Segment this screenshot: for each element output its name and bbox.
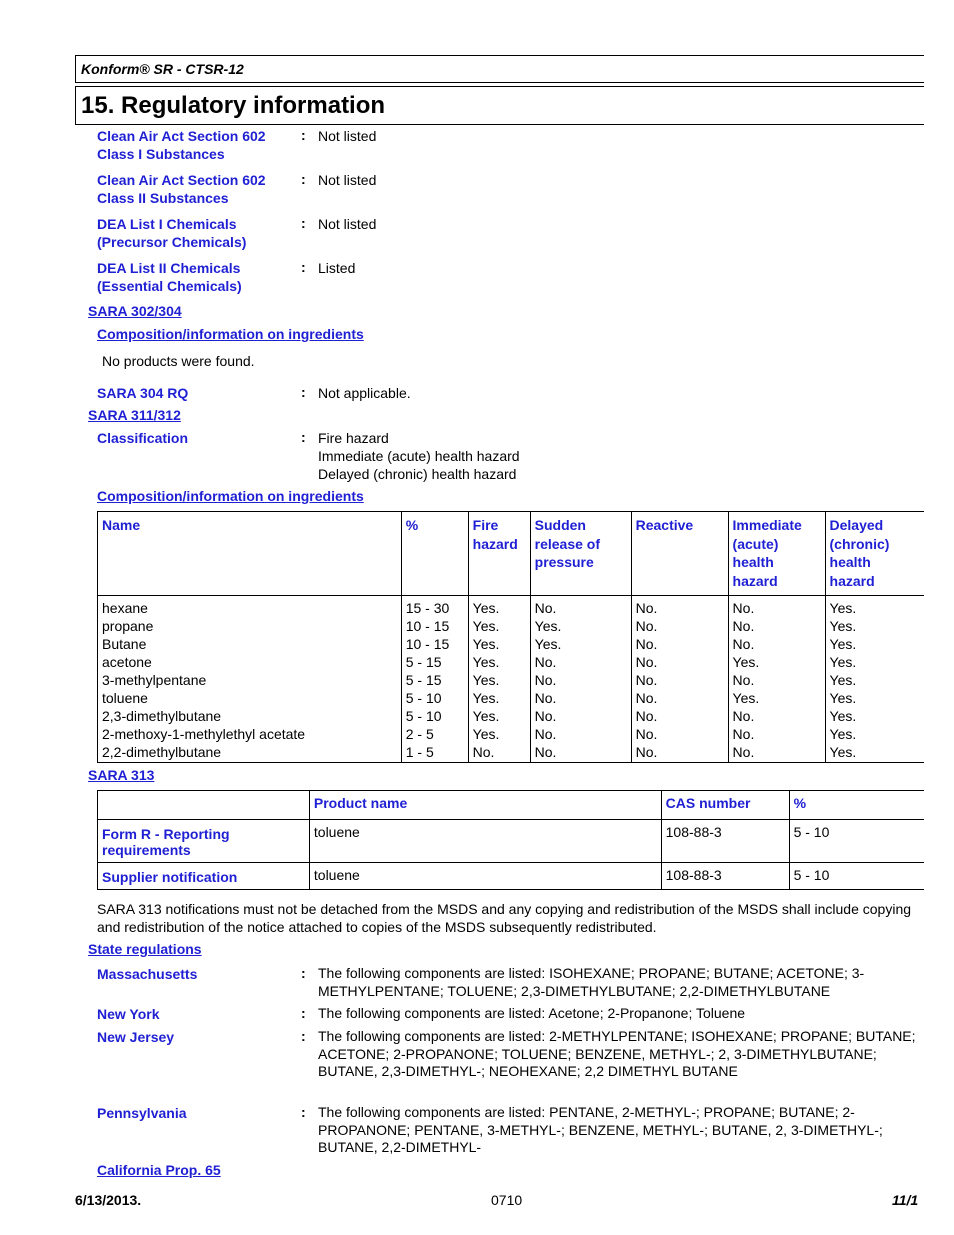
cell-reactive: No. <box>631 635 728 653</box>
cell-reactive: No. <box>631 743 728 763</box>
colon: : <box>301 1005 306 1021</box>
cell-name: Butane <box>98 635 402 653</box>
cell-reactive: No. <box>631 707 728 725</box>
section-header <box>75 86 924 125</box>
cell-name: acetone <box>98 653 402 671</box>
table-row <box>98 671 925 689</box>
cell-fire: No. <box>468 743 530 763</box>
row-label-supplier-notification: Supplier notification <box>98 863 310 890</box>
cell-fire: Yes. <box>468 689 530 707</box>
cell-reactive: No. <box>631 725 728 743</box>
cell-reactive: No. <box>631 689 728 707</box>
cell-reactive: No. <box>631 653 728 671</box>
sara-313-link[interactable]: SARA 313 <box>88 767 155 783</box>
cell-reactive: No. <box>631 596 728 618</box>
sara-311-table <box>97 511 924 763</box>
cell-delayed: Yes. <box>825 671 924 689</box>
sara-302-link[interactable]: SARA 302/304 <box>88 303 182 319</box>
cell-fire: Yes. <box>468 653 530 671</box>
footer-code: 0710 <box>491 1192 523 1208</box>
cell-percent: 10 - 15 <box>401 635 468 653</box>
table-row <box>98 653 925 671</box>
cell-name: propane <box>98 617 402 635</box>
cell-immediate: No. <box>728 617 825 635</box>
footer-page-number: 11/1 <box>892 1192 919 1208</box>
table-row <box>98 635 925 653</box>
california-prop65-link[interactable]: California Prop. 65 <box>97 1162 221 1178</box>
table-row <box>98 617 925 635</box>
sara-311-link[interactable]: SARA 311/312 <box>88 407 181 423</box>
column-header-fire-hazard: Fire hazard <box>468 512 530 596</box>
cell-immediate: Yes. <box>728 653 825 671</box>
dea-list2-value: Listed <box>318 260 356 276</box>
sara-302-composition-link[interactable]: Composition/information on ingredients <box>97 326 364 342</box>
column-header-delayed: Delayed (chronic) health hazard <box>825 512 924 596</box>
cell-delayed: Yes. <box>825 617 924 635</box>
cell-name: 2,2-dimethylbutane <box>98 743 402 763</box>
cell-delayed: Yes. <box>825 635 924 653</box>
cell-product-name: toluene <box>309 863 661 890</box>
cell-sudden: Yes. <box>530 617 631 635</box>
cell-name: 2-methoxy-1-methylethyl acetate <box>98 725 402 743</box>
colon: : <box>301 429 306 445</box>
cell-name: hexane <box>98 596 402 618</box>
sara-313-table <box>97 790 924 890</box>
cell-immediate: No. <box>728 743 825 763</box>
colon: : <box>301 171 306 187</box>
classification-label: Classification <box>97 430 189 446</box>
caa-class2-label: Clean Air Act Section 602 Class II Substances <box>97 172 266 206</box>
table-row <box>98 725 925 743</box>
caa-class1-label: Clean Air Act Section 602 Class I Substances <box>97 128 266 162</box>
cell-sudden: No. <box>530 707 631 725</box>
column-header-reactive: Reactive <box>631 512 728 596</box>
state-label-new-jersey: New Jersey <box>97 1029 175 1045</box>
dea-list2-label: DEA List II Chemicals (Essential Chemicals) <box>97 260 242 294</box>
cell-delayed: Yes. <box>825 689 924 707</box>
colon: : <box>301 965 306 981</box>
dea-list1-value: Not listed <box>318 216 377 232</box>
table-row <box>98 689 925 707</box>
cell-percent: 5 - 10 <box>789 863 924 890</box>
cell-cas-number: 108-88-3 <box>661 863 789 890</box>
cell-product-name: toluene <box>309 820 661 863</box>
cell-fire: Yes. <box>468 707 530 725</box>
table-row <box>98 820 925 863</box>
column-header-cas-number: CAS number <box>661 791 789 820</box>
cell-delayed: Yes. <box>825 653 924 671</box>
table-row <box>98 596 925 618</box>
table-row <box>98 863 925 890</box>
table-header-row <box>98 791 925 820</box>
colon: : <box>301 1028 306 1044</box>
caa-class1-value: Not listed <box>318 128 377 144</box>
column-header-percent: % <box>401 512 468 596</box>
table-row <box>98 743 925 763</box>
column-header-immediate: Immediate (acute) health hazard <box>728 512 825 596</box>
cell-sudden: No. <box>530 596 631 618</box>
cell-percent: 5 - 15 <box>401 671 468 689</box>
cell-percent: 15 - 30 <box>401 596 468 618</box>
caa-class2-value: Not listed <box>318 172 377 188</box>
state-value-new-jersey: The following components are listed: 2-METHYLPENTANE; ISOHEXANE; PROPANE; BUTANE; ACETONE; 2-PROPANONE; TOLUENE; BENZENE, METHYL-; 2, 3-DIMETHYLBUTANE; BUTANE, 2,3-DIMETHYL-; NEOHEXANE; 2,2 DIMETHYL BUTANE <box>318 1028 916 1079</box>
cell-percent: 2 - 5 <box>401 725 468 743</box>
cell-reactive: No. <box>631 617 728 635</box>
dea-list1-label: DEA List I Chemicals (Precursor Chemicals) <box>97 216 247 250</box>
sara-304-rq-label: SARA 304 RQ <box>97 385 189 401</box>
cell-percent: 5 - 10 <box>401 689 468 707</box>
cell-delayed: Yes. <box>825 707 924 725</box>
state-regulations-link[interactable]: State regulations <box>88 941 202 957</box>
colon: : <box>301 127 306 143</box>
section-title: 15. Regulatory information <box>81 92 386 119</box>
cell-percent: 5 - 10 <box>789 820 924 863</box>
classification-value: Fire hazard Immediate (acute) health hazard Delayed (chronic) health hazard <box>318 430 520 482</box>
cell-sudden: No. <box>530 689 631 707</box>
colon: : <box>301 1104 306 1120</box>
state-label-pennsylvania: Pennsylvania <box>97 1105 187 1121</box>
state-value-massachusetts: The following components are listed: ISOHEXANE; PROPANE; BUTANE; ACETONE; 3-METHYLPENTANE; TOLUENE; 2,3-DIMETHYLBUTANE; 2,2-DIMETHYLBUTANE <box>318 965 865 999</box>
cell-fire: Yes. <box>468 596 530 618</box>
cell-fire: Yes. <box>468 725 530 743</box>
cell-immediate: No. <box>728 725 825 743</box>
colon: : <box>301 215 306 231</box>
cell-fire: Yes. <box>468 635 530 653</box>
cell-sudden: Yes. <box>530 635 631 653</box>
cell-percent: 5 - 15 <box>401 653 468 671</box>
table-header-row <box>98 512 925 596</box>
cell-fire: Yes. <box>468 671 530 689</box>
cell-immediate: Yes. <box>728 689 825 707</box>
state-label-new-york: New York <box>97 1006 160 1022</box>
colon: : <box>301 259 306 275</box>
column-header-percent: % <box>789 791 924 820</box>
cell-fire: Yes. <box>468 617 530 635</box>
no-products-note: No products were found. <box>102 353 255 369</box>
sara-304-rq-value: Not applicable. <box>318 385 411 401</box>
cell-percent: 1 - 5 <box>401 743 468 763</box>
cell-sudden: No. <box>530 653 631 671</box>
column-header-product-name: Product name <box>309 791 661 820</box>
cell-cas-number: 108-88-3 <box>661 820 789 863</box>
document-header <box>75 55 924 83</box>
cell-sudden: No. <box>530 743 631 763</box>
cell-immediate: No. <box>728 671 825 689</box>
cell-immediate: No. <box>728 707 825 725</box>
sara-311-composition-link[interactable]: Composition/information on ingredients <box>97 488 364 504</box>
column-header-blank <box>98 791 310 820</box>
cell-percent: 10 - 15 <box>401 617 468 635</box>
colon: : <box>301 384 306 400</box>
cell-reactive: No. <box>631 671 728 689</box>
cell-sudden: No. <box>530 725 631 743</box>
cell-name: 2,3-dimethylbutane <box>98 707 402 725</box>
cell-name: 3-methylpentane <box>98 671 402 689</box>
cell-delayed: Yes. <box>825 743 924 763</box>
cell-percent: 5 - 10 <box>401 707 468 725</box>
column-header-name: Name <box>98 512 402 596</box>
cell-delayed: Yes. <box>825 596 924 618</box>
sara-313-note: SARA 313 notifications must not be detached from the MSDS and any copying and redistribution of the MSDS shall include copying and redistribution of the notice attached to copies of the MSDS subsequently redistributed. <box>97 901 912 935</box>
cell-delayed: Yes. <box>825 725 924 743</box>
cell-sudden: No. <box>530 671 631 689</box>
column-header-sudden-release: Sudden release of pressure <box>530 512 631 596</box>
cell-name: toluene <box>98 689 402 707</box>
state-value-new-york: The following components are listed: Acetone; 2-Propanone; Toluene <box>318 1005 746 1021</box>
cell-immediate: No. <box>728 596 825 618</box>
product-name: Konform® SR - CTSR-12 <box>81 61 244 77</box>
cell-immediate: No. <box>728 635 825 653</box>
table-row <box>98 707 925 725</box>
row-label-form-r: Form R - Reporting requirements <box>98 820 310 863</box>
footer-date: 6/13/2013. <box>75 1192 142 1208</box>
state-value-pennsylvania: The following components are listed: PENTANE, 2-METHYL-; PROPANE; BUTANE; 2-PROPANONE; PENTANE, 3-METHYL-; BENZENE, METHYL-; BUTANE, 2, 3-DIMETHYL-; BUTANE, 2,2-DIMETHYL- <box>318 1104 883 1155</box>
state-label-massachusetts: Massachusetts <box>97 966 198 982</box>
